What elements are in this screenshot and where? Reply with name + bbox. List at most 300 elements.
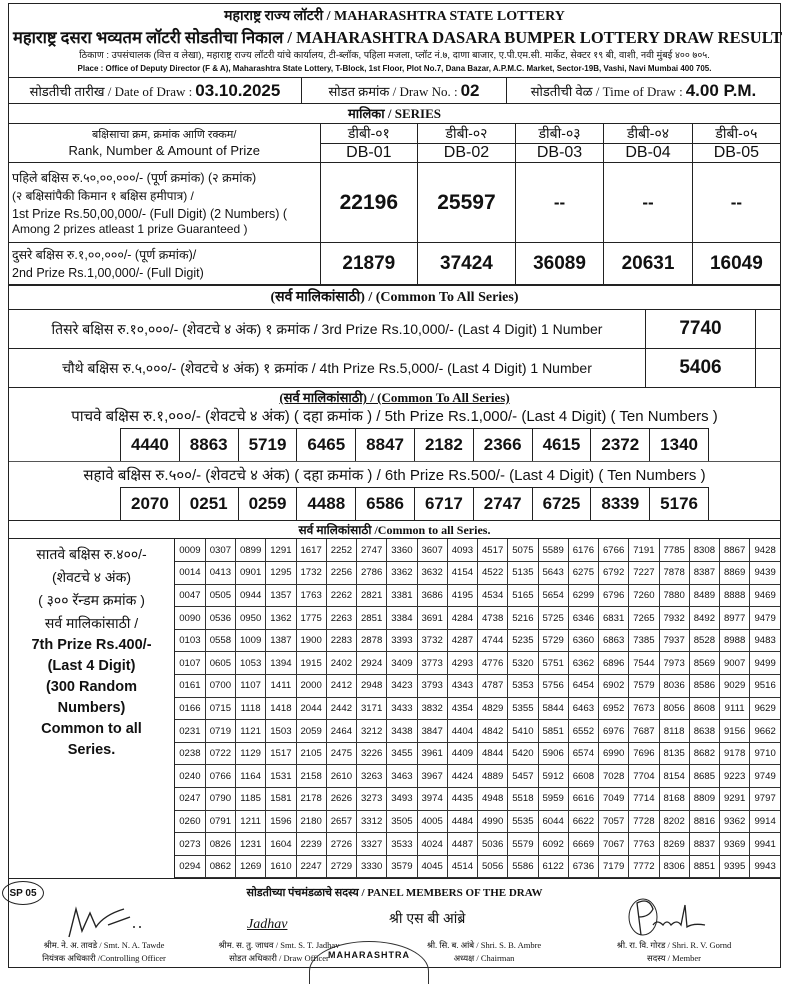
draw-time-label: सोडतीची वेळ / Time of Draw : (530, 83, 683, 99)
seventh-prize-number: 1357 (266, 584, 296, 607)
seventh-prize-number: 1418 (266, 697, 296, 720)
fifth-prize-number: 4440 (130, 435, 169, 454)
seventh-prize-number: 2821 (357, 584, 387, 607)
fifth-prize-number: 5719 (238, 429, 297, 461)
grid-row (175, 742, 780, 765)
seventh-prize-block (9, 538, 780, 878)
seventh-prize-number: 8869 (720, 562, 750, 585)
sixth-prize-number: 5176 (649, 488, 708, 520)
seventh-prize-number: 3607 (417, 539, 447, 562)
fifth-prize-number: 2366 (473, 429, 532, 461)
seventh-prize-number: 8528 (689, 629, 719, 652)
seventh-prize-number: 4517 (478, 539, 508, 562)
seventh-prize-number: 1610 (266, 855, 296, 878)
seventh-prize-number: 8202 (659, 810, 689, 833)
seventh-prize-number: 4293 (447, 652, 477, 675)
seventh-prize-number: 9943 (750, 855, 780, 878)
seventh-prize-number: 8837 (689, 833, 719, 856)
seventh-prize-number: 2626 (326, 788, 356, 811)
seventh-prize-number: 8816 (689, 810, 719, 833)
seventh-prize-number: 7714 (629, 788, 659, 811)
seventh-prize-number: 1763 (296, 584, 326, 607)
seventh-prize-number: 4404 (447, 720, 477, 743)
seventh-prize-number: 6608 (568, 765, 598, 788)
draw-date (9, 78, 301, 103)
grid-row (175, 539, 780, 562)
seventh-prize-number: 1775 (296, 607, 326, 630)
seventh-prize-number: 0231 (175, 720, 205, 743)
member-jadhav (199, 939, 359, 965)
seventh-prize-number: 9941 (750, 833, 780, 856)
seventh-prize-number: 9479 (750, 607, 780, 630)
grid-row (175, 810, 780, 833)
panel-footer (9, 878, 780, 967)
seventh-prize-number: 7673 (629, 697, 659, 720)
seventh-prize-number: 5844 (538, 697, 568, 720)
seventh-prize-number: 2283 (326, 629, 356, 652)
seventh-prize-number: 5355 (508, 697, 538, 720)
seventh-prize-marathi: सातवे बक्षिस रु.४००/- (36, 546, 147, 562)
seventh-prize-number: 1118 (236, 697, 266, 720)
seventh-prize-number: 1362 (266, 607, 296, 630)
seventh-prize-number: 2657 (326, 810, 356, 833)
seventh-prize-number: 7265 (629, 607, 659, 630)
seventh-prize-number: 1604 (266, 833, 296, 856)
rank-header-marathi: बक्षिसाचा क्रम, क्रमांक आणि रक्कम/ (92, 129, 237, 141)
seventh-prize-number: 5036 (478, 833, 508, 856)
seventh-prize-number: 5729 (538, 629, 568, 652)
seventh-prize-number: 4343 (447, 675, 477, 698)
seventh-prize-number: 2256 (326, 562, 356, 585)
signature-gornd-icon (619, 895, 709, 941)
draw-result-title: महाराष्ट्र दसरा भव्यतम लॉटरी सोडतीचा निकाल / MAHARASHTRA DASARA BUMPER LOTTERY DRAW RESULT (13, 28, 783, 47)
seventh-prize-number: 0307 (205, 539, 235, 562)
fifth-prize-number: 6465 (296, 429, 355, 461)
seventh-prize-number: 0944 (236, 584, 266, 607)
common-series-title-2: (सर्व मालिकांसाठी) / (Common To All Series) (279, 390, 510, 405)
signature-ambre: श्री एस बी आंब्रे (389, 910, 466, 927)
seventh-prize-number: 4154 (447, 562, 477, 585)
seventh-prize-number: 3330 (357, 855, 387, 878)
seventh-prize-number: 8851 (689, 855, 719, 878)
seventh-prize-number: 9291 (720, 788, 750, 811)
seventh-prize-number: 9516 (750, 675, 780, 698)
seventh-prize-number: 0719 (205, 720, 235, 743)
seventh-prize-english: Series. (67, 742, 116, 758)
seventh-prize-section-title: सर्व मालिकांसाठी /Common to all Series. (9, 520, 780, 538)
seventh-prize-number: 8154 (659, 765, 689, 788)
seventh-prize-number: 2610 (326, 765, 356, 788)
fifth-prize-number: 8847 (355, 429, 414, 461)
seventh-prize-number: 3409 (387, 652, 417, 675)
series-header-marathi: डीबी-०४ (604, 124, 693, 144)
seventh-prize-number: 8682 (689, 742, 719, 765)
seventh-prize-number: 3327 (357, 833, 387, 856)
seventh-prize-number: 1291 (266, 539, 296, 562)
seventh-prize-number: 8638 (689, 720, 719, 743)
sixth-prize-number: 2070 (130, 494, 169, 513)
series-header-english: DB-02 (418, 144, 516, 163)
fifth-prize-number: 4615 (532, 429, 591, 461)
draw-date-value: 03.10.2025 (195, 80, 281, 100)
series-header-marathi: डीबी-०३ (515, 124, 604, 144)
seventh-prize-number: 9156 (720, 720, 750, 743)
seventh-prize-number: 0790 (205, 788, 235, 811)
member-name: श्रीम. ने. अ. तावडे / Smt. N. A. Tawde (43, 940, 165, 951)
third-prize-number: 7740 (645, 310, 756, 348)
seventh-prize-number: 2786 (357, 562, 387, 585)
seventh-prize-number: 6669 (568, 833, 598, 856)
seventh-prize-number: 3967 (417, 765, 447, 788)
second-prize-row (9, 243, 780, 285)
seventh-prize-number: 3212 (357, 720, 387, 743)
signature-tawde-icon (64, 901, 144, 941)
seventh-prize-number: 7696 (629, 742, 659, 765)
draw-time-value: 4.00 P.M. (685, 80, 757, 100)
seventh-prize-number: 5320 (508, 652, 538, 675)
seventh-prize-number: 7385 (629, 629, 659, 652)
third-prize-description: तिसरे बक्षिस रु.१०,०००/- (शेवटचे ४ अंक) १ क्रमांक / 3rd Prize Rs.10,000/- (Last 4 Digit) 1 Number (51, 320, 603, 337)
seventh-prize-number: 4284 (447, 607, 477, 630)
seventh-prize-number: 6792 (599, 562, 629, 585)
seventh-prize-number: 1517 (266, 742, 296, 765)
seventh-prize-number: 1387 (266, 629, 296, 652)
seventh-prize-number: 9439 (750, 562, 780, 585)
seventh-prize-number: 4744 (478, 629, 508, 652)
seventh-prize-number: 2726 (326, 833, 356, 856)
seventh-prize-number: 5654 (538, 584, 568, 607)
series-header-marathi: डीबी-०२ (418, 124, 516, 144)
seventh-prize-number: 2000 (296, 675, 326, 698)
seventh-prize-number: 5912 (538, 765, 568, 788)
seventh-prize-number: 7772 (629, 855, 659, 878)
seventh-prize-number: 5235 (508, 629, 538, 652)
seventh-prize-number: 3732 (417, 629, 447, 652)
seventh-prize-number: 6092 (538, 833, 568, 856)
seventh-prize-number: 0791 (205, 810, 235, 833)
fifth-prize-number: 8863 (179, 429, 238, 461)
seventh-prize-number: 3793 (417, 675, 447, 698)
seventh-prize-number: 8056 (659, 697, 689, 720)
seventh-prize-number: 1129 (236, 742, 266, 765)
sixth-prize-description: सहावे बक्षिस रु.५००/- (शेवटचे ४ अंक) ( दहा क्रमांक ) / 6th Prize Rs.500/- (Last 4 Digit) ( Ten Numbers ) (83, 467, 706, 484)
first-prize-marathi-1: पहिले बक्षिस रु.५०,००,०००/- (पूर्ण क्रमांक) (२ क्रमांक) (12, 171, 257, 185)
seventh-prize-number: 0700 (205, 675, 235, 698)
member-name: श्री. सि. ब. आंबे / Shri. S. B. Ambre (426, 940, 542, 951)
seventh-prize-number: 7057 (599, 810, 629, 833)
series-table (9, 123, 780, 285)
seventh-prize-number: 0240 (175, 765, 205, 788)
seventh-prize-number: 3263 (357, 765, 387, 788)
seventh-prize-number: 1617 (296, 539, 326, 562)
seventh-prize-number: 3360 (387, 539, 417, 562)
seventh-prize-number: 0238 (175, 742, 205, 765)
seventh-prize-number: 3423 (387, 675, 417, 698)
seventh-prize-number: 8809 (689, 788, 719, 811)
seventh-prize-number: 0014 (175, 562, 205, 585)
seventh-prize-number: 8269 (659, 833, 689, 856)
seventh-prize-number: 5959 (538, 788, 568, 811)
seventh-prize-number: 8888 (720, 584, 750, 607)
seventh-prize-number: 7728 (629, 810, 659, 833)
official-seal: MAHARASHTRA (309, 941, 429, 984)
seventh-prize-number: 1531 (266, 765, 296, 788)
sixth-prize-numbers (120, 487, 709, 520)
seventh-prize-english: 7th Prize Rs.400/- (31, 637, 152, 653)
seventh-prize-number: 6976 (599, 720, 629, 743)
seventh-prize-number: 8168 (659, 788, 689, 811)
seventh-prize-number: 7880 (659, 584, 689, 607)
second-prize-number: 37424 (418, 243, 516, 285)
seventh-prize-number: 3832 (417, 697, 447, 720)
seventh-prize-number: 0047 (175, 584, 205, 607)
seventh-prize-number: 3773 (417, 652, 447, 675)
seventh-prize-number: 5216 (508, 607, 538, 630)
seventh-prize-number: 8608 (689, 697, 719, 720)
seventh-prize-number: 4889 (478, 765, 508, 788)
seventh-prize-number: 7687 (629, 720, 659, 743)
seventh-prize-number: 0862 (205, 855, 235, 878)
seventh-prize-number: 6896 (599, 652, 629, 675)
seventh-prize-number: 5579 (508, 833, 538, 856)
seventh-prize-number: 1915 (296, 652, 326, 675)
seventh-prize-number: 5518 (508, 788, 538, 811)
sixth-prize-number: 2747 (473, 488, 532, 520)
fourth-prize-row (9, 348, 780, 387)
grid-row (175, 697, 780, 720)
seventh-prize-number: 0166 (175, 697, 205, 720)
seventh-prize-number: 2442 (326, 697, 356, 720)
first-prize-number: -- (604, 163, 693, 243)
seventh-prize-number: 6176 (568, 539, 598, 562)
seventh-prize-number: 3171 (357, 697, 387, 720)
seventh-prize-number: 6990 (599, 742, 629, 765)
seventh-prize-number: 8569 (689, 652, 719, 675)
seventh-prize-number: 8988 (720, 629, 750, 652)
seventh-prize-number: 2247 (296, 855, 326, 878)
sixth-prize-number: 6586 (355, 488, 414, 520)
third-prize-row (9, 309, 780, 348)
address-english: Place : Office of Deputy Director (F & A), Maharashtra State Lottery, T-Block, 1st Floor, Plot No.7, Dana Bazar, A.P.M.C. Market, Sector-19B, Vashi, Navi Mumbai 400 705. (77, 64, 712, 73)
seventh-prize-number: 0722 (205, 742, 235, 765)
seventh-prize-number: 4024 (417, 833, 447, 856)
seventh-prize-english: Common to all (41, 721, 142, 737)
seventh-prize-number: 8586 (689, 675, 719, 698)
seventh-prize-number: 5586 (508, 855, 538, 878)
seventh-prize-number: 6796 (599, 584, 629, 607)
seventh-prize-number: 3579 (387, 855, 417, 878)
seventh-prize-number: 4990 (478, 810, 508, 833)
seventh-prize-number: 6463 (568, 697, 598, 720)
seventh-prize-number: 0950 (236, 607, 266, 630)
seventh-prize-number: 3463 (387, 765, 417, 788)
seventh-prize-number: 9710 (750, 742, 780, 765)
seventh-prize-number: 0558 (205, 629, 235, 652)
seventh-prize-number: 4738 (478, 607, 508, 630)
sixth-prize-number: 8339 (590, 488, 649, 520)
seventh-prize-number: 0103 (175, 629, 205, 652)
seventh-prize-number: 8387 (689, 562, 719, 585)
member-name: श्री. रा. वि. गोरड / Shri. R. V. Gornd (616, 940, 732, 951)
rank-header (9, 124, 320, 163)
seventh-prize-number: 4776 (478, 652, 508, 675)
second-prize-english: 2nd Prize Rs.1,00,000/- (Full Digit) (12, 265, 204, 280)
seventh-prize-number: 1121 (236, 720, 266, 743)
seventh-prize-number: 4844 (478, 742, 508, 765)
seventh-prize-number: 2158 (296, 765, 326, 788)
seventh-prize-number: 9749 (750, 765, 780, 788)
seventh-prize-number: 7763 (629, 833, 659, 856)
draw-time (506, 78, 780, 103)
seventh-prize-number: 2948 (357, 675, 387, 698)
seventh-prize-number: 9469 (750, 584, 780, 607)
seventh-prize-number: 2475 (326, 742, 356, 765)
seventh-prize-number: 5056 (478, 855, 508, 878)
grid-row (175, 652, 780, 675)
seventh-prize-number: 2851 (357, 607, 387, 630)
seventh-prize-number: 0901 (236, 562, 266, 585)
common-series-title: (सर्व मालिकांसाठी) / (Common To All Series) (9, 285, 780, 309)
seventh-prize-number: 6574 (568, 742, 598, 765)
fifth-prize-number: 2182 (414, 429, 473, 461)
seventh-prize-number: 6616 (568, 788, 598, 811)
seventh-prize-number: 7028 (599, 765, 629, 788)
seventh-prize-number: 1185 (236, 788, 266, 811)
grid-row (175, 629, 780, 652)
first-prize-number: 22196 (320, 163, 418, 243)
seventh-prize-number: 1164 (236, 765, 266, 788)
second-prize-number: 16049 (692, 243, 780, 285)
member-role: सदस्य / Member (647, 953, 701, 964)
seventh-prize-number: 6122 (538, 855, 568, 878)
seventh-prize-number: 0766 (205, 765, 235, 788)
seventh-prize-number: 8685 (689, 765, 719, 788)
seventh-prize-number: 9914 (750, 810, 780, 833)
series-title: मालिका / SERIES (9, 103, 780, 123)
seventh-prize-number: 8977 (720, 607, 750, 630)
seventh-prize-number: 4354 (447, 697, 477, 720)
seventh-prize-number: 1411 (266, 675, 296, 698)
series-header-english: DB-05 (692, 144, 780, 163)
seventh-prize-number: 6552 (568, 720, 598, 743)
seventh-prize-number: 4534 (478, 584, 508, 607)
seventh-prize-number: 1394 (266, 652, 296, 675)
seventh-prize-number: 0273 (175, 833, 205, 856)
seventh-prize-number: 7704 (629, 765, 659, 788)
fifth-prize-numbers (120, 428, 709, 461)
seventh-prize-number: 1053 (236, 652, 266, 675)
member-role: नियंत्रक अधिकारी /Controlling Officer (42, 953, 166, 964)
seventh-prize-number: 9428 (750, 539, 780, 562)
grid-row (175, 855, 780, 878)
seventh-prize-number: 6902 (599, 675, 629, 698)
seventh-prize-number: 4093 (447, 539, 477, 562)
seventh-prize-number: 4409 (447, 742, 477, 765)
seventh-prize-number: 5643 (538, 562, 568, 585)
sixth-prize-number: 4488 (296, 488, 355, 520)
seventh-prize-number: 2263 (326, 607, 356, 630)
first-prize-description (9, 163, 320, 243)
seventh-prize-number: 4484 (447, 810, 477, 833)
seventh-prize-number: 6044 (538, 810, 568, 833)
seventh-prize-number: 5420 (508, 742, 538, 765)
seventh-prize-number: 9029 (720, 675, 750, 698)
seventh-prize-number: 2412 (326, 675, 356, 698)
seventh-prize-number: 9178 (720, 742, 750, 765)
seventh-prize-number: 1596 (266, 810, 296, 833)
seventh-prize-number: 7579 (629, 675, 659, 698)
seventh-prize-number: 9395 (720, 855, 750, 878)
seventh-prize-number: 3455 (387, 742, 417, 765)
seventh-prize-number: 5756 (538, 675, 568, 698)
seventh-prize-number: 2252 (326, 539, 356, 562)
address-marathi: ठिकाण : उपसंचालक (वित्त व लेखा), महाराष्ट्र राज्य लॉटरी यांचे कार्यालय, टी-ब्लॉक, पहिला मजला, प्लॉट नं.७, दाणा बाजार, ए.पी.एम.सी. मार्केट, सेक्टर १९ बी, वाशी, नवी मुंबई ४०० ७०५. (79, 50, 710, 61)
fifth-sixth-prize-block (9, 387, 780, 520)
fourth-prize-number: 5406 (645, 349, 756, 387)
header (9, 4, 783, 77)
seventh-prize-number: 0161 (175, 675, 205, 698)
first-prize-row (9, 163, 780, 243)
grid-row (175, 765, 780, 788)
member-name: श्रीम. स. तु. जाधव / Smt. S. T. Jadhav (218, 940, 340, 951)
second-prize-number: 36089 (515, 243, 604, 285)
seventh-prize-number: 6952 (599, 697, 629, 720)
seventh-prize-number: 4424 (447, 765, 477, 788)
draw-number-label: सोडत क्रमांक / Draw No. : (328, 83, 458, 99)
seventh-prize-number: 4842 (478, 720, 508, 743)
seventh-prize-number: 0260 (175, 810, 205, 833)
seventh-prize-number: 3226 (357, 742, 387, 765)
seventh-prize-number: 8118 (659, 720, 689, 743)
seventh-prize-number: 8306 (659, 855, 689, 878)
first-prize-english-1: 1st Prize Rs.50,00,000/- (Full Digit) (2 Numbers) ( (12, 207, 288, 221)
seventh-prize-marathi: (शेवटचे ४ अंक) (51, 569, 132, 585)
seventh-prize-number: 2059 (296, 720, 326, 743)
grid-row (175, 584, 780, 607)
seventh-prize-number: 6736 (568, 855, 598, 878)
seventh-prize-number: 6362 (568, 652, 598, 675)
seventh-prize-number: 5075 (508, 539, 538, 562)
seventh-prize-number: 8036 (659, 675, 689, 698)
seventh-prize-number: 2262 (326, 584, 356, 607)
seventh-prize-number: 4287 (447, 629, 477, 652)
seventh-prize-number: 5751 (538, 652, 568, 675)
seventh-prize-number: 3632 (417, 562, 447, 585)
seventh-prize-number: 0247 (175, 788, 205, 811)
seventh-prize-number: 0107 (175, 652, 205, 675)
seventh-prize-number: 1211 (236, 810, 266, 833)
seventh-prize-number: 3505 (387, 810, 417, 833)
seventh-prize-number: 3961 (417, 742, 447, 765)
seventh-prize-number: 2044 (296, 697, 326, 720)
first-prize-number: -- (692, 163, 780, 243)
seventh-prize-number: 1269 (236, 855, 266, 878)
seventh-prize-number: 5535 (508, 810, 538, 833)
seventh-prize-number: 4514 (447, 855, 477, 878)
seventh-prize-number: 8492 (689, 607, 719, 630)
seventh-prize-number: 9483 (750, 629, 780, 652)
seventh-prize-number: 0294 (175, 855, 205, 878)
seventh-prize-number: 4522 (478, 562, 508, 585)
seventh-prize-number: 4487 (447, 833, 477, 856)
fifth-prize-description: पाचवे बक्षिस रु.१,०००/- (शेवटचे ४ अंक) ( दहा क्रमांक ) / 5th Prize Rs.1,000/- (Last 4 Digit) ( Ten Numbers ) (71, 408, 718, 425)
seventh-prize-number: 2180 (296, 810, 326, 833)
seventh-prize-english: Numbers) (57, 700, 126, 716)
seventh-prize-number: 1900 (296, 629, 326, 652)
seventh-prize-number: 6622 (568, 810, 598, 833)
sixth-prize-number: 6725 (532, 488, 591, 520)
seventh-prize-number: 0413 (205, 562, 235, 585)
